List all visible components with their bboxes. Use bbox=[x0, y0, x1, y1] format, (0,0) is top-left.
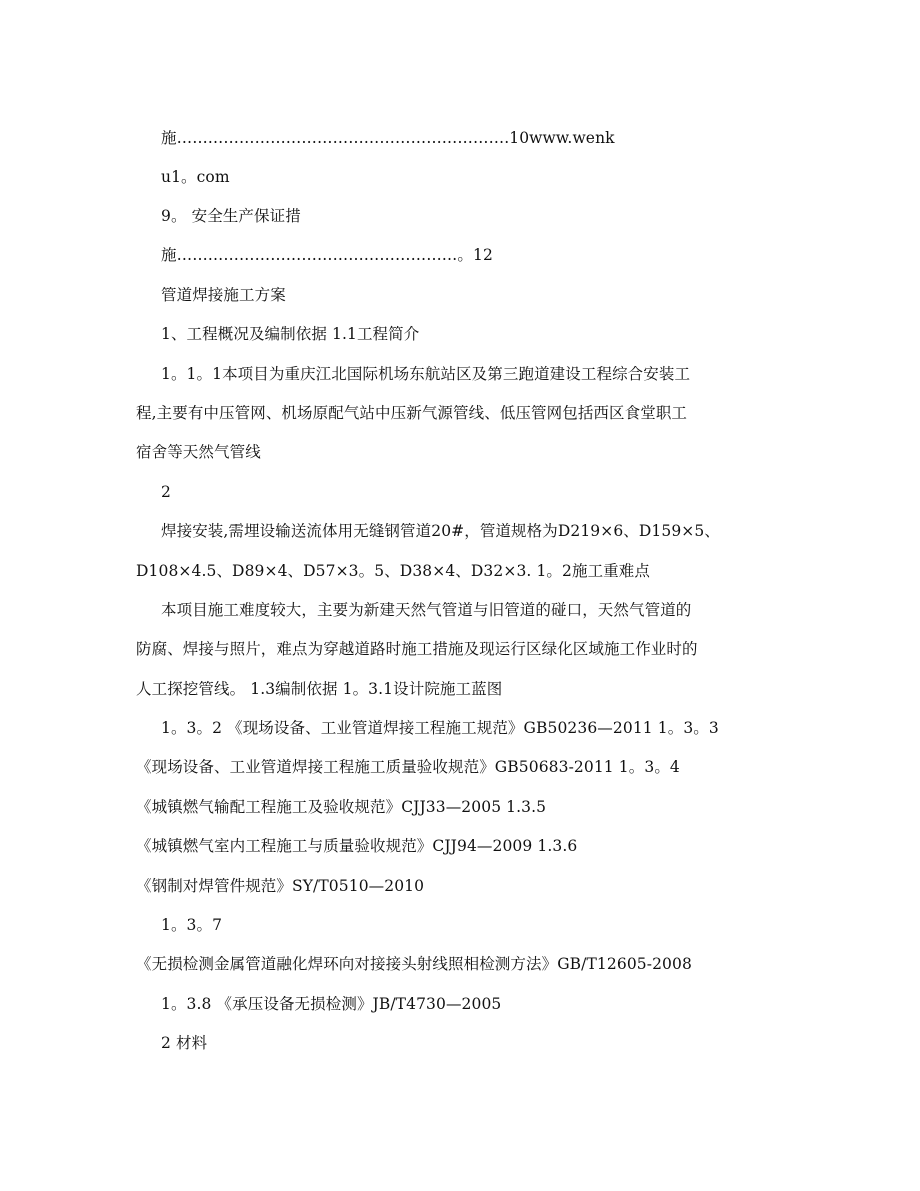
paragraph-line: 人工探挖管线。 1.3编制依据 1。3.1设计院施工蓝图 bbox=[136, 680, 503, 698]
reference-line: 1。3.8 《承压设备无损检测》JB/T4730—2005 bbox=[161, 995, 502, 1013]
reference-line: 《城镇燃气输配工程施工及验收规范》CJJ33—2005 1.3.5 bbox=[136, 798, 547, 816]
reference-line: 《现场设备、工业管道焊接工程施工质量验收规范》GB50683-2011 1。3。4 bbox=[136, 758, 680, 776]
reference-line: 1。3。2 《现场设备、工业管道焊接工程施工规范》GB50236—2011 1。3。3 bbox=[161, 719, 719, 737]
section-heading-2: 2 材料 bbox=[161, 1034, 208, 1052]
paragraph-line: 程,主要有中压管网、机场原配气站中压新气源管线、低压管网包括西区食堂职工 bbox=[136, 404, 688, 422]
paragraph-line: 焊接安装,需埋设输送流体用无缝钢管道20#，管道规格为D219×6、D159×5、 bbox=[161, 522, 720, 540]
section-heading-1: 1、工程概况及编制依据 1.1工程简介 bbox=[161, 325, 420, 343]
paragraph-line: D108×4.5、D89×4、D57×3。5、D38×4、D32×3. 1。2施工重难点 bbox=[136, 562, 650, 580]
paragraph-line: 宿舍等天然气管线 bbox=[136, 443, 261, 461]
reference-line: 《钢制对焊管件规范》SY/T0510—2010 bbox=[136, 877, 425, 895]
page-number: 2 bbox=[161, 483, 171, 501]
toc-entry-9-page: 施………………………………………………。12 bbox=[161, 246, 493, 264]
paragraph-line: 本项目施工难度较大，主要为新建天然气管道与旧管道的碰口，天然气管道的 bbox=[161, 601, 692, 619]
document-title: 管道焊接施工方案 bbox=[161, 286, 286, 304]
toc-entry-9: 9。 安全生产保证措 bbox=[161, 207, 301, 225]
reference-line: 《无损检测金属管道融化焊环向对接接头射线照相检测方法》GB/T12605-2008 bbox=[136, 955, 692, 973]
reference-line: 1。3。7 bbox=[161, 916, 223, 934]
toc-entry-line: 施……………………………………………………….10www.wenk bbox=[161, 129, 615, 147]
paragraph-line: 防腐、焊接与照片，难点为穿越道路时施工措施及现运行区绿化区域施工作业时的 bbox=[136, 640, 698, 658]
toc-entry-continuation: u1。com bbox=[161, 168, 230, 186]
reference-line: 《城镇燃气室内工程施工与质量验收规范》CJJ94—2009 1.3.6 bbox=[136, 837, 578, 855]
paragraph-line: 1。1。1本项目为重庆江北国际机场东航站区及第三跑道建设工程综合安装工 bbox=[161, 365, 691, 383]
